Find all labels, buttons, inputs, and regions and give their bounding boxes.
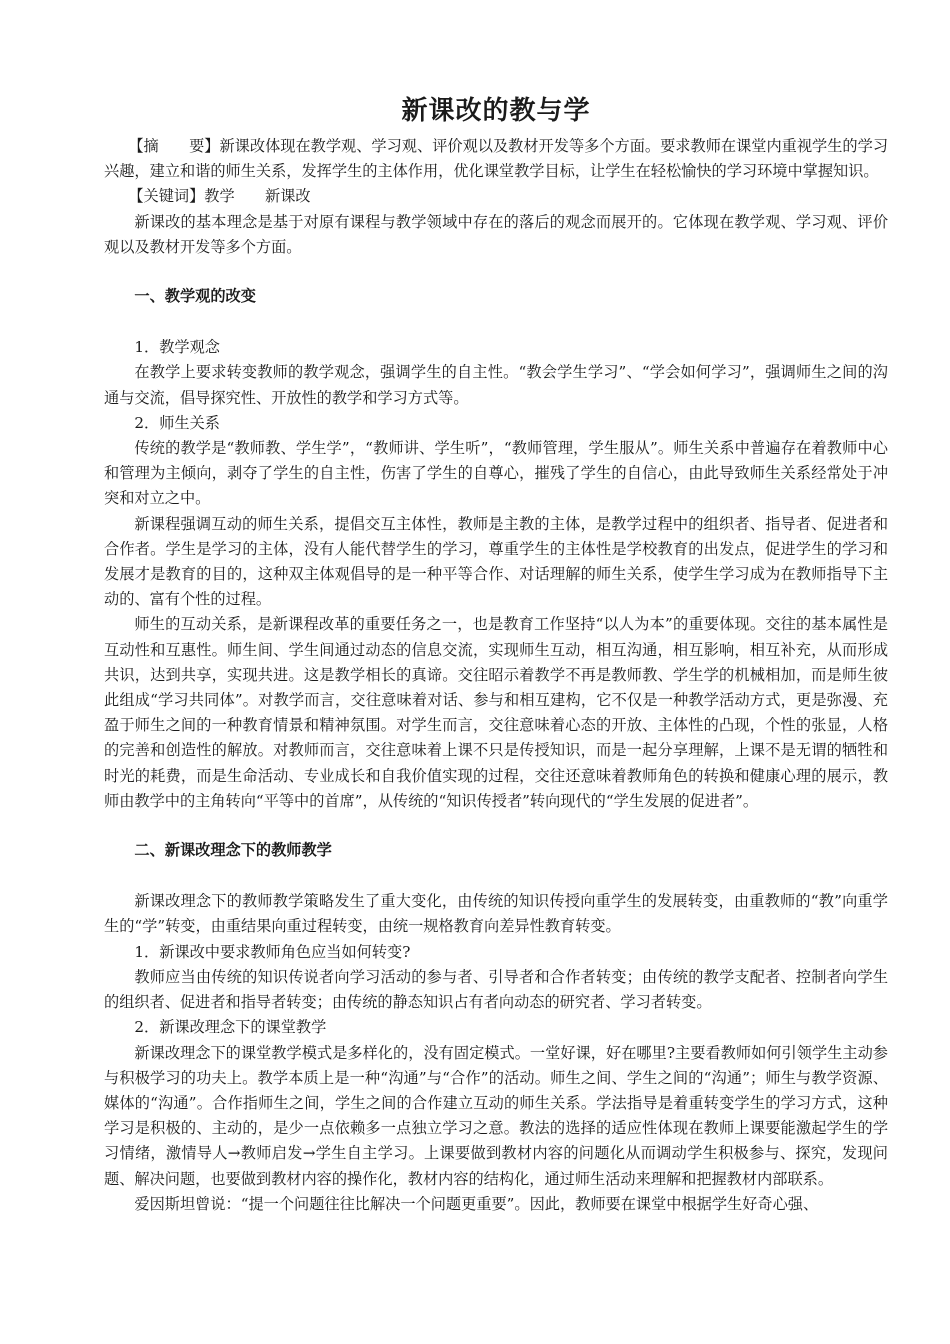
- keyword-2: 新课改: [265, 187, 311, 206]
- paragraph: 新课改理念下的教师教学策略发生了重大变化，由传统的知识传授向重学生的发展转变，由重教师的“教”向重学生的“学”转变，由重结果向重过程转变，由统一规格教育向差异性教育转变。: [104, 892, 888, 936]
- keywords: [104, 184, 888, 209]
- paragraph: 新课程强调互动的师生关系，提倡交互主体性，教师是主教的主体，是教学过程中的组织者、指导者、促进者和合作者。学生是学习的主体，没有人能代替学生的学习，尊重学生的主体性是学校教育的出发点，促进学生的学习和发展才是教育的目的，这种双主体观倡导的是一种平等合作、对话理解的师生关系，使学生学习成为在教师指导下主动的、富有个性的过程。: [104, 514, 888, 609]
- paragraph: 在教学上要求转变教师的教学观念，强调学生的自主性。“教会学生学习”、“学会如何学习”，强调师生之间的沟通与交流，倡导探究性、开放性的教学和学习方式等。: [104, 363, 888, 407]
- keyword-1: 教学: [204, 187, 235, 206]
- paragraph: 师生的互动关系，是新课程改革的重要任务之一，也是教育工作坚持“以人为本”的重要体现。交往的基本属性是互动性和互惠性。师生间、学生间通过动态的信息交流，实现师生互动，相互沟通，相互影响，相互补充，从而形成共识，达到共享，实现共进。这是教学相长的真谛。交往昭示着教学不再是教师教、学生学的机械相加，而是师生彼此组成“学习共同体”。对教学而言，交往意味着对话、参与和相互建构，它不仅是一种教学活动方式，更是弥漫、充盈于师生之间的一种教育情景和精神氛围。对学生而言，交往意味着心态的开放、主体性的凸现，个性的张显，人格的完善和创造性的解放。对教师而言，交往意味着上课不只是传授知识，而是一起分享理解，上课不是无谓的牺牲和时光的耗费，而是生命活动、专业成长和自我价值实现的过程，交往还意味着教师角色的转换和健康心理的展示，教师由教学中的主角转向“平等中的首席”，从传统的“知识传授者”转向现代的“学生发展的促进者”。: [104, 615, 888, 810]
- paragraph: 新课改理念下的课堂教学模式是多样化的，没有固定模式。一堂好课，好在哪里?主要看教师如何引领学生主动参与积极学习的功夫上。教学本质上是一种“沟通”与“合作”的活动。师生之间、学生之间的“沟通”；师生与教学资源、媒体的“沟通”。合作指师生之间，学生之间的合作建立互动的师生关系。学法指导是着重转变学生的学习方式，这种学习是积极的、主动的，是少一点依赖多一点独立学习之意。教法的选择的适应性体现在教师上课要能激起学生的学习情绪，激情导人→教师启发→学生自主学习。上课要做到教材内容的问题化从而调动学生积极参与、探究，发现问题、解决问题，也要做到教材内容的操作化，教材内容的结构化，通过师生活动来理解和把握教材内部联系。: [104, 1043, 888, 1188]
- paragraph: 教师应当由传统的知识传说者向学习活动的参与者、引导者和合作者转变；由传统的教学支配者、控制者向学生的组织者、促进者和指导者转变；由传统的静态知识占有者向动态的研究者、学习者转变。: [104, 967, 888, 1012]
- paragraph: 传统的教学是“教师教、学生学”，“教师讲、学生听”，“教师管理，学生服从”。师生关系中普遍存在着教师中心和管理为主倾向，剥夺了学生的自主性，伤害了学生的自尊心，摧残了学生的自信心，由此导致师生关系经常处于冲突和对立之中。: [104, 439, 888, 508]
- page-title: 新课改的教与学: [401, 96, 591, 126]
- keywords-label: 【关键词】: [128, 187, 205, 206]
- section-2-subheading-1: 1．新课改中要求教师角色应当如何转变?: [134, 942, 411, 961]
- section-1-heading: 一、教学观的改变: [134, 287, 256, 306]
- paragraph: 爱因斯坦曾说：“提一个问题往往比解决一个问题更重要”。因此，教师要在课堂中根据学生好奇心强、: [134, 1194, 819, 1213]
- section-2-heading: 二、新课改理念下的教师教学: [134, 841, 332, 860]
- section-1-subheading-1: 1．教学观念: [134, 338, 220, 357]
- abstract-text: 新课改体现在教学观、学习观、评价观以及教材开发等多个方面。要求教师在课堂内重视学生的学习兴趣，建立和谐的师生关系，发挥学生的主体作用，优化课堂教学目标，让学生在轻松愉快的学习环境中掌握知识。: [104, 137, 889, 181]
- abstract-label: 【摘 要】: [128, 137, 220, 155]
- section-2-subheading-2: 2．新课改理念下的课堂教学: [134, 1018, 327, 1037]
- section-1-subheading-2: 2．师生关系: [134, 413, 220, 432]
- abstract: [104, 134, 888, 184]
- intro-paragraph: 新课改的基本理念是基于对原有课程与教学领域中存在的落后的观念而展开的。它体现在教学观、学习观、评价观以及教材开发等多个方面。: [104, 212, 888, 256]
